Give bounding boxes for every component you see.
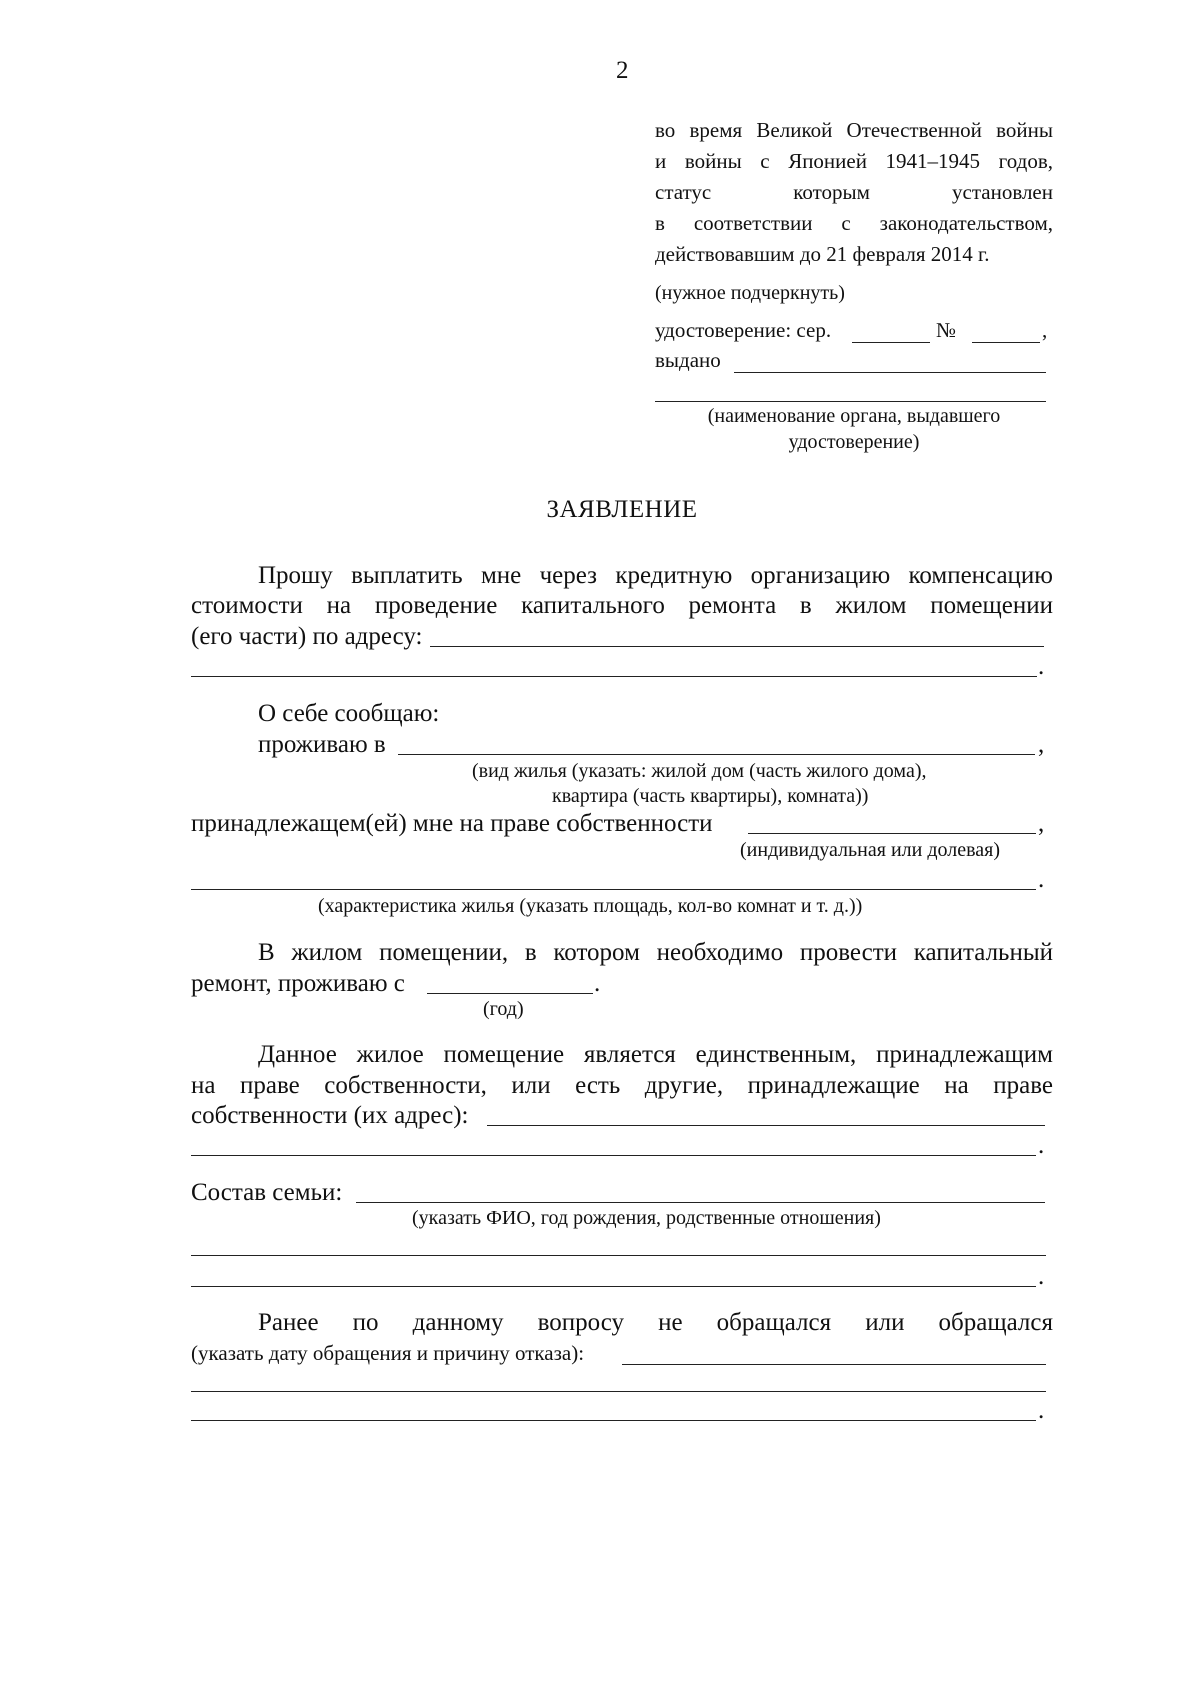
period: . xyxy=(1038,653,1045,680)
ownership-type-field[interactable] xyxy=(748,833,1036,834)
certificate-series-field[interactable] xyxy=(852,342,930,343)
residence-year-field[interactable] xyxy=(427,993,593,994)
issued-by-field-continued[interactable] xyxy=(655,401,1046,402)
request-line: стоимости на проведение капитального ремонта в жилом помещении xyxy=(191,592,1053,619)
residing-label: проживаю в xyxy=(258,731,386,758)
housing-characteristics-field[interactable] xyxy=(191,889,1036,890)
period: . xyxy=(1038,1397,1045,1424)
document-title: ЗАЯВЛЕНИЕ xyxy=(546,496,698,523)
issued-by-field[interactable] xyxy=(734,372,1046,373)
housing-type-caption: квартира (часть квартиры), комната)) xyxy=(552,785,869,807)
housing-type-field[interactable] xyxy=(398,754,1035,755)
other-property-field[interactable] xyxy=(487,1125,1045,1126)
certificate-label: удостоверение: сер. xyxy=(655,318,832,342)
comma: , xyxy=(1038,731,1045,758)
issued-label: выдано xyxy=(655,348,721,372)
other-property-field-continued[interactable] xyxy=(191,1155,1036,1156)
status-line: и войны с Японией 1941–1945 годов, xyxy=(655,149,1053,173)
period: . xyxy=(1038,1263,1045,1290)
page-number: 2 xyxy=(616,57,629,84)
property-line: Данное жилое помещение является единственным, принадлежащим xyxy=(258,1041,1053,1068)
ownership-label: принадлежащем(ей) мне на праве собственности xyxy=(191,810,713,837)
about-heading: О себе сообщаю: xyxy=(258,700,440,727)
issuer-caption: удостоверение) xyxy=(788,431,920,453)
family-label: Состав семьи: xyxy=(191,1179,343,1206)
housing-type-caption: (вид жилья (указать: жилой дом (часть жилого дома), xyxy=(472,760,927,782)
family-composition-field[interactable] xyxy=(356,1202,1045,1203)
issuer-caption: (наименование органа, выдавшего xyxy=(707,405,1001,427)
housing-characteristics-caption: (характеристика жилья (указать площадь, кол-во комнат и т. д.)) xyxy=(318,895,863,917)
family-composition-field-continued[interactable] xyxy=(191,1286,1036,1287)
status-line: во время Великой Отечественной войны xyxy=(655,118,1053,142)
status-line: действовавшим до 21 февраля 2014 г. xyxy=(655,242,990,266)
period: . xyxy=(1038,866,1045,893)
previous-line: Ранее по данному вопросу не обращался или обращался xyxy=(258,1309,1053,1336)
period: . xyxy=(594,970,601,997)
request-line: Прошу выплатить мне через кредитную организацию компенсацию xyxy=(258,562,1053,589)
previous-application-field-continued[interactable] xyxy=(191,1391,1046,1392)
family-composition-field-continued[interactable] xyxy=(191,1255,1046,1256)
request-line: (его части) по адресу: xyxy=(191,623,423,650)
previous-application-field-continued[interactable] xyxy=(191,1420,1036,1421)
certificate-number-field[interactable] xyxy=(972,342,1040,343)
ownership-type-caption: (индивидуальная или долевая) xyxy=(740,839,1001,861)
underline-note: (нужное подчеркнуть) xyxy=(655,282,845,304)
previous-application-field[interactable] xyxy=(622,1364,1046,1365)
comma: , xyxy=(1038,810,1045,837)
property-line: на праве собственности, или есть другие, принадлежащие на праве xyxy=(191,1072,1053,1099)
status-line: в соответствии с законодательством, xyxy=(655,211,1053,235)
residence-line: ремонт, проживаю с xyxy=(191,970,405,997)
previous-line: (указать дату обращения и причину отказа): xyxy=(191,1341,585,1365)
comma: , xyxy=(1042,318,1048,342)
period: . xyxy=(1038,1132,1045,1159)
address-field[interactable] xyxy=(430,646,1044,647)
number-sign: № xyxy=(936,318,957,342)
address-field-continued[interactable] xyxy=(191,676,1037,677)
family-caption: (указать ФИО, год рождения, родственные отношения) xyxy=(412,1207,881,1229)
residence-line: В жилом помещении, в котором необходимо провести капитальный xyxy=(258,939,1053,966)
status-line: статус которым установлен xyxy=(655,180,1053,204)
property-line: собственности (их адрес): xyxy=(191,1102,469,1129)
year-caption: (год) xyxy=(483,998,524,1020)
